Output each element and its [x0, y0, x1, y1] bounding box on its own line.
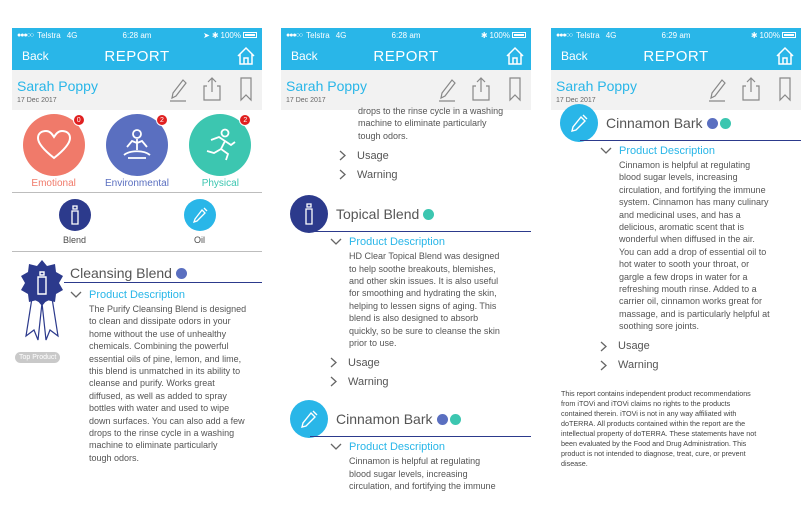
status-time: 6:28 am: [391, 30, 421, 40]
chevron-right-icon: [600, 341, 608, 352]
network-label: 4G: [605, 30, 617, 40]
dropper-icon: [184, 199, 216, 231]
description-line: hot water to sooth your throat, or: [619, 259, 750, 270]
description-line: massage, and is particularly helpful at: [619, 308, 770, 319]
network-label: 4G: [66, 30, 78, 40]
nav-bar: [12, 42, 262, 70]
signal-icon: ●●●○○: [17, 31, 34, 39]
description-line: and medicinal uses, and has a: [619, 209, 741, 220]
bookmark-icon[interactable]: [236, 76, 256, 102]
category-count-badge: 2: [156, 114, 168, 126]
description-line: system. Cinnamon has many culinary: [619, 197, 769, 208]
carrier-label: Telstra: [306, 30, 330, 40]
divider: [12, 251, 262, 252]
bluetooth-icon: ✱: [750, 30, 758, 40]
battery-percent: 100%: [220, 30, 241, 40]
profile-name: Sarah Poppy: [286, 78, 367, 94]
description-line: machine to eliminate particularly: [358, 118, 487, 129]
product-description-label: Product Description: [349, 441, 445, 454]
location-icon: ➤: [203, 30, 210, 40]
category-row: [12, 110, 262, 192]
home-icon[interactable]: [236, 46, 256, 66]
product-header[interactable]: [70, 258, 262, 288]
bookmark-icon[interactable]: [775, 76, 795, 102]
phone-screen-1: [12, 28, 262, 472]
page-title: REPORT: [373, 47, 439, 65]
chevron-right-icon: [330, 376, 338, 387]
disclaimer-line: contained therein. iTOVi is not in any way affiliated with: [561, 408, 737, 418]
product-card-topical: [290, 194, 531, 391]
report-date: 17 Dec 2017: [17, 97, 57, 104]
back-button[interactable]: Back: [561, 49, 588, 63]
category-emotional[interactable]: [21, 114, 87, 192]
category-environmental[interactable]: [104, 114, 170, 192]
product-card-cinnamon: [290, 399, 531, 492]
usage-toggle[interactable]: [339, 146, 531, 165]
profile-header: [281, 70, 531, 110]
product-description-toggle[interactable]: [330, 236, 531, 248]
nav-bar: [281, 42, 531, 70]
product-description-label: Product Description: [89, 289, 185, 301]
warning-label: Warning: [348, 375, 389, 388]
profile-name: Sarah Poppy: [556, 78, 637, 94]
edit-icon[interactable]: [168, 76, 188, 102]
description-line: carrier oil, cinnamon works great for: [619, 296, 763, 307]
disclaimer-line: doTERRA. All products contained within the report are the: [561, 418, 746, 428]
nav-bar: [551, 42, 801, 70]
description-line: tough odors.: [89, 452, 140, 463]
scroll-content[interactable]: [281, 106, 531, 492]
usage-label: Usage: [348, 356, 380, 369]
signal-icon: ●●●○○: [286, 31, 303, 39]
back-button[interactable]: Back: [291, 49, 318, 63]
disclaimer: [551, 389, 801, 469]
description-line: helping to lessen signs of aging. This: [349, 300, 497, 311]
description-line: down surfaces. You can also add a few: [89, 415, 245, 426]
product-name: Cinnamon Bark: [606, 115, 703, 131]
type-filter-row: [12, 193, 262, 251]
warning-toggle[interactable]: [330, 372, 531, 391]
description-line: delicious, aromatic scent that is: [619, 222, 745, 233]
product-underline: [310, 436, 531, 437]
disclaimer-line: intellectual property of doTERRA. These statements have not: [561, 428, 757, 438]
page-title: REPORT: [643, 47, 709, 65]
product-name: Cinnamon Bark: [336, 411, 433, 428]
back-button[interactable]: Back: [22, 49, 49, 63]
description-line: The Purify Cleansing Blend is designed: [89, 304, 247, 314]
description-line: wonderful when diffused in the air.: [619, 234, 755, 245]
description-line: soothing sore joints.: [619, 321, 700, 332]
description-line: circulation, and fortifying the immune: [349, 481, 496, 492]
environmental-tag-icon: [176, 268, 187, 279]
chevron-down-icon: [70, 291, 82, 299]
description-line: quickly, so be sure to cleanse the skin: [349, 325, 500, 336]
description-line: gargle a few drops in water for a: [619, 271, 748, 282]
description-line: You can add a drop of essential oil to: [619, 246, 767, 257]
signal-icon: ●●●○○: [556, 31, 573, 39]
chevron-down-icon: [330, 443, 342, 451]
description-line: to help soothe breakouts, blemishes,: [349, 263, 496, 274]
battery-icon: [512, 32, 526, 38]
product-header[interactable]: [560, 103, 801, 143]
product-underline: [310, 231, 531, 232]
warning-label: Warning: [618, 359, 659, 372]
usage-toggle[interactable]: [330, 353, 531, 372]
description-line: tough odors.: [358, 130, 409, 141]
type-oil[interactable]: [170, 199, 230, 251]
home-icon[interactable]: [505, 46, 525, 66]
description-line: circulation, and fortifying the immune: [619, 184, 766, 195]
description-line: chemicals. Combining the powerful: [89, 341, 229, 352]
physical-tag-icon: [720, 118, 731, 129]
type-label: Oil: [194, 235, 205, 245]
type-label: Blend: [62, 235, 87, 245]
environmental-tag-icon: [707, 118, 718, 129]
product-underline: [580, 140, 801, 141]
warning-label: Warning: [357, 168, 398, 181]
type-blend[interactable]: [45, 199, 105, 251]
disclaimer-line: from iTOVi and iTOVi claims no rights to the products: [561, 398, 731, 408]
warning-toggle[interactable]: [339, 165, 531, 184]
share-icon[interactable]: [471, 76, 491, 102]
product-name: Topical Blend: [336, 206, 420, 223]
description-line: this blend is unmatched in its ability to: [89, 366, 241, 377]
bluetooth-icon: ✱: [480, 30, 488, 40]
product-description-label: Product Description: [619, 145, 715, 157]
description-line: refreshing mouth rinse. Added to a: [619, 284, 757, 295]
physical-tag-icon: [450, 414, 461, 425]
description-line: bottles with water and used to wipe: [89, 403, 230, 414]
battery-icon: [782, 32, 796, 38]
profile-name: Sarah Poppy: [17, 78, 98, 94]
scroll-content[interactable]: [551, 110, 801, 469]
chevron-right-icon: [339, 150, 347, 161]
phone-screen-2: [281, 28, 531, 492]
description-line: cleanse and purify. Works great: [89, 378, 215, 389]
dropper-icon: [290, 400, 328, 438]
bottle-icon: [59, 199, 91, 231]
usage-label: Usage: [357, 149, 389, 162]
category-physical[interactable]: [187, 114, 253, 192]
category-label: Environmental: [105, 178, 169, 189]
description-line: home without the use of unhealthy: [89, 328, 227, 339]
status-time: 6:28 am: [122, 30, 152, 40]
disclaimer-line: disease.: [561, 458, 588, 468]
dropper-icon: [560, 104, 598, 142]
description-line: diffused, as well as added to spray: [89, 390, 227, 401]
description-line: for smoothing and hydrating the skin,: [349, 288, 497, 299]
product-name: Cleansing Blend: [70, 265, 172, 281]
page-title: REPORT: [104, 47, 170, 65]
description-line: blend is also designed to absorb: [349, 313, 479, 324]
description-line: Cinnamon is helpful at regulating: [349, 456, 481, 467]
edit-icon[interactable]: [707, 76, 727, 102]
usage-label: Usage: [618, 340, 650, 353]
product-description-toggle[interactable]: [330, 441, 531, 453]
description-line: machine to eliminate particularly: [89, 440, 218, 451]
environmental-tag-icon: [437, 414, 448, 425]
product-header[interactable]: [290, 399, 531, 439]
product-description-toggle[interactable]: [600, 145, 801, 157]
category-label: Physical: [201, 178, 239, 189]
physical-tag-icon: [423, 209, 434, 220]
chevron-right-icon: [339, 169, 347, 180]
description-line: and other skin issues. It is also useful: [349, 276, 499, 287]
disclaimer-line: product is not intended to diagnose, treat, cure, or prevent: [561, 448, 746, 458]
battery-percent: 100%: [489, 30, 510, 40]
status-time: 6:29 am: [661, 30, 691, 40]
description-line: essential oils of pine, lemon, and lime,: [89, 353, 242, 364]
status-bar: [12, 28, 262, 42]
chevron-right-icon: [600, 360, 608, 371]
profile-header: [12, 70, 262, 110]
disclaimer-line: This report contains independent product recommendations: [561, 388, 751, 398]
edit-icon[interactable]: [437, 76, 457, 102]
usage-toggle[interactable]: [600, 337, 801, 356]
bookmark-icon[interactable]: [505, 76, 525, 102]
description-line: HD Clear Topical Blend was designed: [349, 251, 500, 262]
status-bar: [551, 28, 801, 42]
report-date: 17 Dec 2017: [556, 97, 596, 104]
bluetooth-icon: ✱: [211, 30, 219, 40]
report-date: 17 Dec 2017: [286, 97, 326, 104]
description-line: blood sugar levels, increasing: [619, 172, 738, 183]
top-product-badge: Top Product: [15, 352, 60, 363]
category-label: Emotional: [31, 178, 76, 189]
category-count-badge: 2: [239, 114, 251, 126]
description-line: drops to the rinse cycle in a washing: [358, 106, 504, 116]
product-card-cinnamon: [560, 103, 801, 375]
description-line: prior to use.: [349, 338, 397, 349]
product-description-toggle[interactable]: [70, 289, 262, 301]
home-icon[interactable]: [775, 46, 795, 66]
network-label: 4G: [335, 30, 347, 40]
description-line: to clean and dissipate odors in your: [89, 316, 231, 327]
carrier-label: Telstra: [576, 30, 600, 40]
phone-screen-3: [551, 28, 801, 472]
warning-toggle[interactable]: [600, 356, 801, 375]
disclaimer-line: been evaluated by the Food and Drug Administration. This: [561, 438, 747, 448]
award-ribbon-icon: [16, 258, 68, 348]
battery-icon: [243, 32, 257, 38]
description-line: blood sugar levels, increasing: [349, 468, 468, 479]
carrier-label: Telstra: [37, 30, 61, 40]
product-header[interactable]: [290, 194, 531, 234]
description-line: Cinnamon is helpful at regulating: [619, 160, 751, 170]
chevron-down-icon: [330, 238, 342, 246]
status-bar: [281, 28, 531, 42]
product-card-cleansing: [12, 258, 262, 464]
battery-percent: 100%: [759, 30, 780, 40]
share-icon[interactable]: [202, 76, 222, 102]
share-icon[interactable]: [741, 76, 761, 102]
category-count-badge: 0: [73, 114, 85, 126]
description-line: drops to the rinse cycle in a washing: [89, 428, 235, 439]
product-description-label: Product Description: [349, 236, 445, 249]
chevron-down-icon: [600, 147, 612, 155]
bottle-icon: [290, 195, 328, 233]
chevron-right-icon: [330, 357, 338, 368]
